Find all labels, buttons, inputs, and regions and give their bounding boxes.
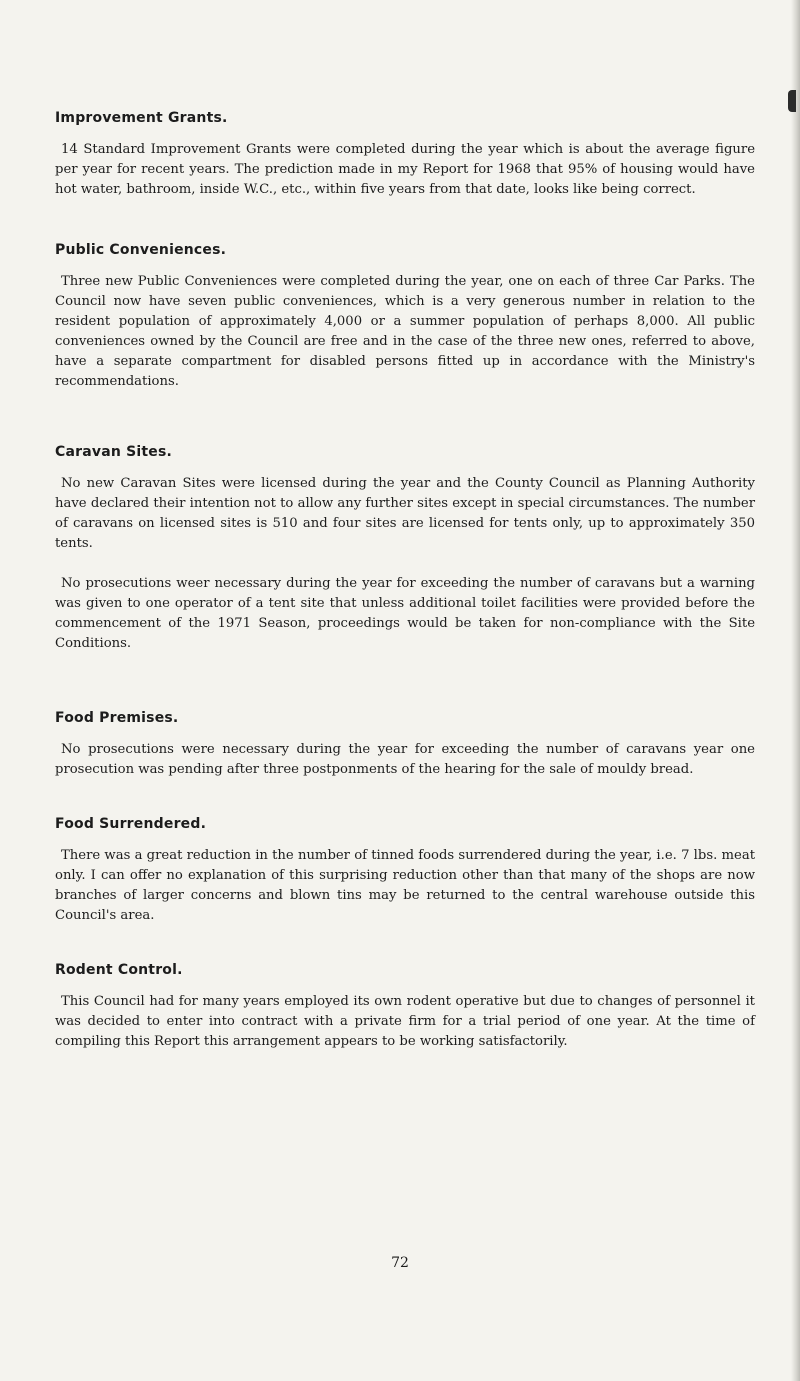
binding-mark (788, 90, 796, 112)
paragraph: 14 Standard Improvement Grants were completed during the year which is about the average figure per year for recent years. The prediction made in my Report for 1968 that 95% of housing would have hot water, bathroom, inside W.C., etc., within five years from that date, looks like being correct. (55, 142, 755, 197)
section-heading: Food Surrendered. (55, 816, 207, 832)
paragraph: Three new Public Conveniences were completed during the year, one on each of three Car Parks. The Council now have seven public conveniences, which is a very generous number in relation to the resident population of approximately 4,000 or a summer population of perhaps 8,000. All public conveniences owned by the Council are free and in the case of the three new ones, referred to above, have a separate compartment for disabled persons fitted up in accordance with the Ministry's recommendations. (55, 274, 755, 389)
section-heading: Caravan Sites. (55, 444, 173, 460)
section-heading: Food Premises. (55, 710, 179, 726)
section-food-premises (55, 710, 755, 780)
paragraph: No new Caravan Sites were licensed during the year and the County Council as Planning Authority have declared their intention not to allow any further sites except in special circumstances. The number of caravans on licensed sites is 510 and four sites are licensed for tents only, up to approximately 350 tents. (55, 476, 755, 551)
paragraph: There was a great reduction in the number of tinned foods surrendered during the year, i.e. 7 lbs. meat only. I can offer no explanation of this surprising reduction other than that many of the shops are now branches of larger concerns and blown tins may be returned to the central warehouse outside this Council's area. (55, 848, 755, 923)
section-food-surrendered (55, 816, 755, 926)
section-heading: Improvement Grants. (55, 110, 228, 126)
paragraph: No prosecutions were necessary during the year for exceeding the number of caravans year one prosecution was pending after three postponments of the hearing for the sale of mouldy bread. (55, 742, 755, 777)
section-caravan-sites (55, 444, 755, 654)
section-heading: Public Conveniences. (55, 242, 227, 258)
page-number: 72 (391, 1255, 409, 1271)
paragraph: No prosecutions weer necessary during the year for exceeding the number of caravans but a warning was given to one operator of a tent site that unless additional toilet facilities were provided before the commencement of the 1971 Season, proceedings would be taken for non-compliance with the Site Conditions. (55, 576, 755, 651)
section-improvement-grants (55, 110, 755, 200)
section-heading: Rodent Control. (55, 962, 183, 978)
paragraph: This Council had for many years employed its own rodent operative but due to changes of personnel it was decided to enter into contract with a private firm for a trial period of one year. At the time of compiling this Report this arrangement appears to be working satisfactorily. (55, 994, 755, 1049)
section-public-conveniences (55, 242, 755, 392)
document-page (55, 110, 755, 1052)
page-edge-shadow (791, 0, 800, 1381)
section-rodent-control (55, 962, 755, 1052)
